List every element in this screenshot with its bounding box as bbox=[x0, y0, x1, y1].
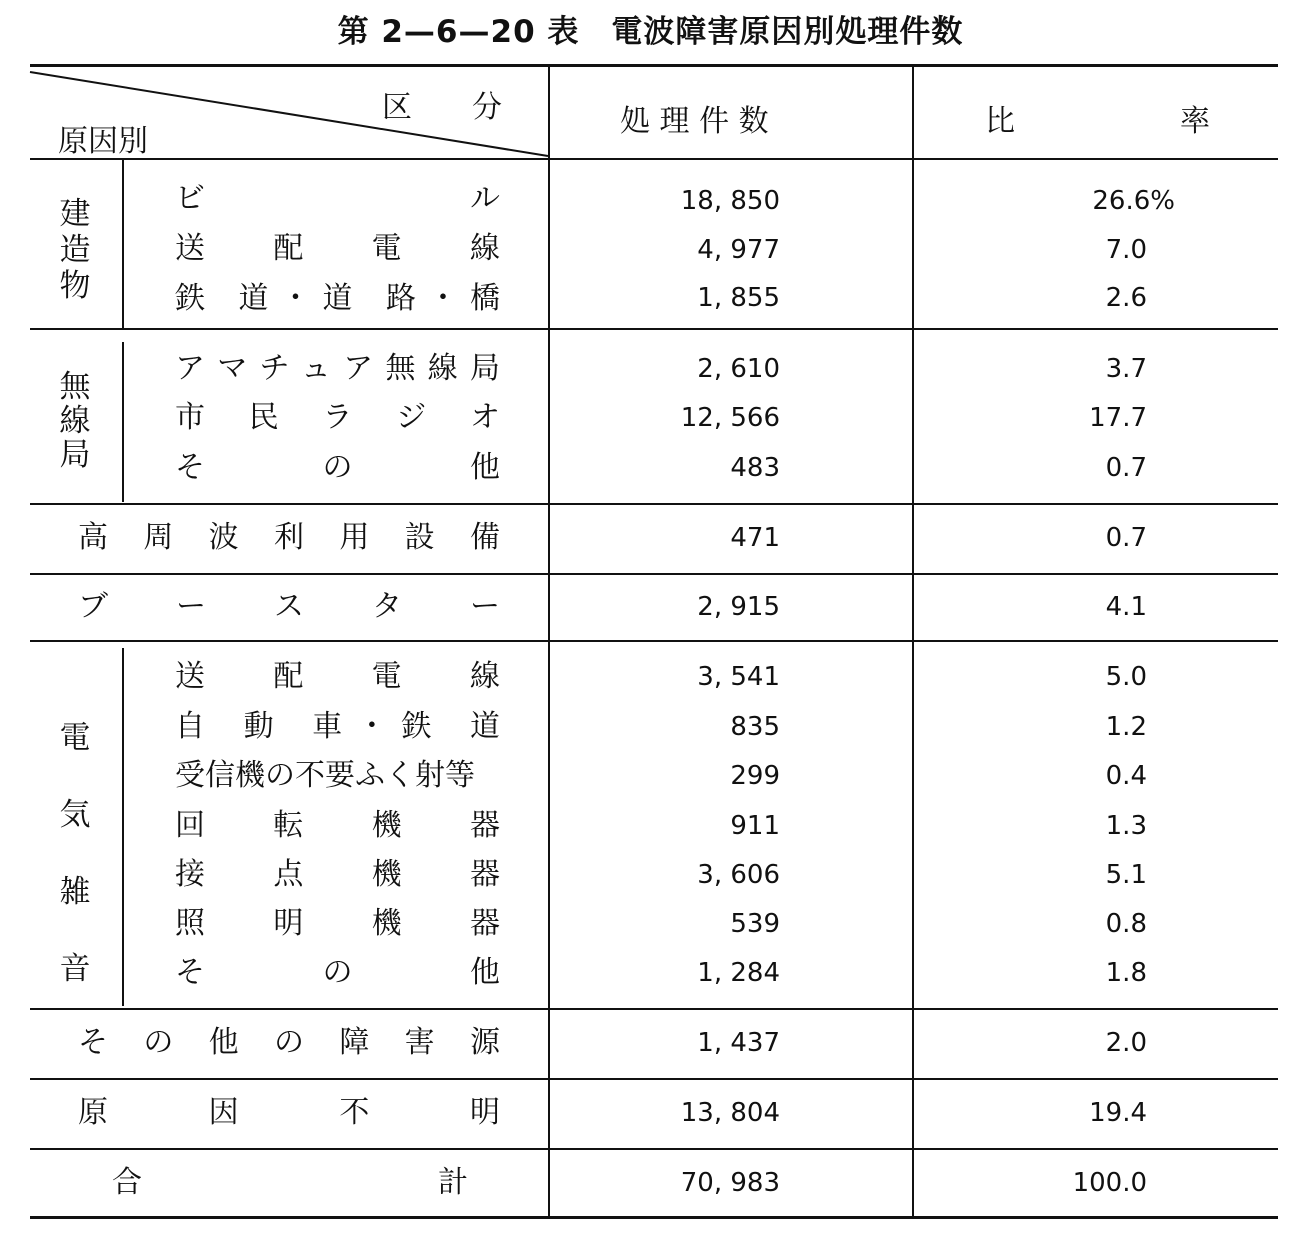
row-ratio: 0.7 bbox=[1105, 523, 1147, 553]
row-ratio: 5.0 bbox=[1105, 662, 1147, 692]
header-cause: 原因別 bbox=[58, 124, 148, 159]
row-count: 483 bbox=[730, 453, 780, 483]
row-count: 471 bbox=[730, 523, 780, 553]
rule-after-noise bbox=[30, 1008, 1278, 1010]
row-count-total: 70, 983 bbox=[680, 1168, 780, 1198]
row-count: 18, 850 bbox=[680, 186, 780, 216]
row-label: 受信機の不要ふく射等 bbox=[175, 758, 475, 793]
row-label-total: 合 計 bbox=[112, 1165, 468, 1200]
row-count: 2, 610 bbox=[697, 354, 780, 384]
row-ratio: 1.8 bbox=[1105, 958, 1147, 988]
row-ratio: 4.1 bbox=[1105, 592, 1147, 622]
row-ratio-total: 100.0 bbox=[1072, 1168, 1147, 1198]
row-count: 1, 284 bbox=[697, 958, 780, 988]
group-building bbox=[55, 196, 95, 304]
row-label: 接 点 機 器 bbox=[175, 857, 500, 892]
row-count: 835 bbox=[730, 712, 780, 742]
row-count: 13, 804 bbox=[680, 1098, 780, 1128]
group-char: 無 bbox=[59, 369, 91, 405]
row-label: 回 転 機 器 bbox=[175, 808, 500, 843]
row-count: 1, 855 bbox=[697, 283, 780, 313]
row-ratio: 1.2 bbox=[1105, 712, 1147, 742]
group-char: 音 bbox=[59, 951, 91, 987]
row-ratio: 3.7 bbox=[1105, 354, 1147, 384]
row-count: 539 bbox=[730, 909, 780, 939]
rule-after-radio bbox=[30, 503, 1278, 505]
row-ratio: 0.7 bbox=[1105, 453, 1147, 483]
row-ratio: 2.6 bbox=[1105, 283, 1147, 313]
col-divider-count bbox=[912, 64, 914, 1218]
row-label: 送 配 電 線 bbox=[175, 231, 500, 266]
group-building-label bbox=[55, 196, 95, 304]
row-ratio: 2.0 bbox=[1105, 1028, 1147, 1058]
rule-after-unknown bbox=[30, 1148, 1278, 1150]
group-divider-noise bbox=[122, 648, 124, 1006]
group-char: 線 bbox=[59, 403, 91, 439]
row-count: 2, 915 bbox=[697, 592, 780, 622]
row-label: 送 配 電 線 bbox=[175, 659, 500, 694]
header-ratio-right: 率 bbox=[1180, 104, 1210, 139]
row-ratio: 19.4 bbox=[1089, 1098, 1147, 1128]
row-label: 照 明 機 器 bbox=[175, 906, 500, 941]
row-label: アマチュア無線局 bbox=[175, 351, 500, 386]
rule-after-highfreq bbox=[30, 573, 1278, 575]
group-char: 物 bbox=[59, 268, 91, 304]
row-label: 原 因 不 明 bbox=[78, 1095, 500, 1130]
row-label: そ の 他 の 障 害 源 bbox=[78, 1025, 500, 1060]
rule-after-building bbox=[30, 328, 1278, 330]
group-char: 気 bbox=[59, 797, 91, 833]
header-count: 処 理 件 数 bbox=[620, 104, 769, 139]
row-count: 12, 566 bbox=[680, 403, 780, 433]
group-divider-radio bbox=[122, 342, 124, 502]
row-label: 自 動 車・鉄 道 bbox=[175, 709, 500, 744]
row-ratio: 5.1 bbox=[1105, 860, 1147, 890]
row-ratio: 17.7 bbox=[1089, 403, 1147, 433]
row-ratio: 0.8 bbox=[1105, 909, 1147, 939]
row-count: 299 bbox=[730, 761, 780, 791]
row-count: 911 bbox=[730, 811, 780, 841]
row-label: ブ ー ス タ ー bbox=[78, 589, 500, 624]
header-ratio-left: 比 bbox=[985, 104, 1015, 139]
group-char: 局 bbox=[59, 437, 91, 473]
group-char: 電 bbox=[59, 720, 91, 756]
row-label: 市 民 ラ ジ オ bbox=[175, 400, 500, 435]
group-char: 建 bbox=[59, 196, 91, 232]
group-noise-label bbox=[55, 700, 95, 1008]
group-radio-label bbox=[55, 370, 95, 472]
group-radio bbox=[55, 370, 95, 472]
rule-bottom bbox=[30, 1216, 1278, 1219]
row-count: 3, 541 bbox=[697, 662, 780, 692]
row-label: 鉄 道・道 路・橋 bbox=[175, 281, 500, 316]
row-count: 1, 437 bbox=[697, 1028, 780, 1058]
header-kubun: 区 分 bbox=[382, 90, 502, 125]
row-count: 3, 606 bbox=[697, 860, 780, 890]
row-label: 高 周 波 利 用 設 備 bbox=[78, 520, 500, 555]
row-label: そ の 他 bbox=[175, 955, 500, 990]
row-label: そ の 他 bbox=[175, 450, 500, 485]
rule-after-booster bbox=[30, 640, 1278, 642]
col-divider-label bbox=[548, 64, 550, 1218]
group-char: 造 bbox=[59, 232, 91, 268]
group-char: 雑 bbox=[59, 874, 91, 910]
row-count: 4, 977 bbox=[697, 235, 780, 265]
row-ratio: 26.6% bbox=[1092, 186, 1175, 216]
group-noise bbox=[55, 700, 95, 1008]
row-label: ビ ル bbox=[175, 181, 500, 216]
row-ratio: 0.4 bbox=[1105, 761, 1147, 791]
table-title: 第 2—6—20 表 電波障害原因別処理件数 bbox=[337, 14, 964, 50]
rule-after-other bbox=[30, 1078, 1278, 1080]
row-ratio: 1.3 bbox=[1105, 811, 1147, 841]
row-ratio: 7.0 bbox=[1105, 235, 1147, 265]
